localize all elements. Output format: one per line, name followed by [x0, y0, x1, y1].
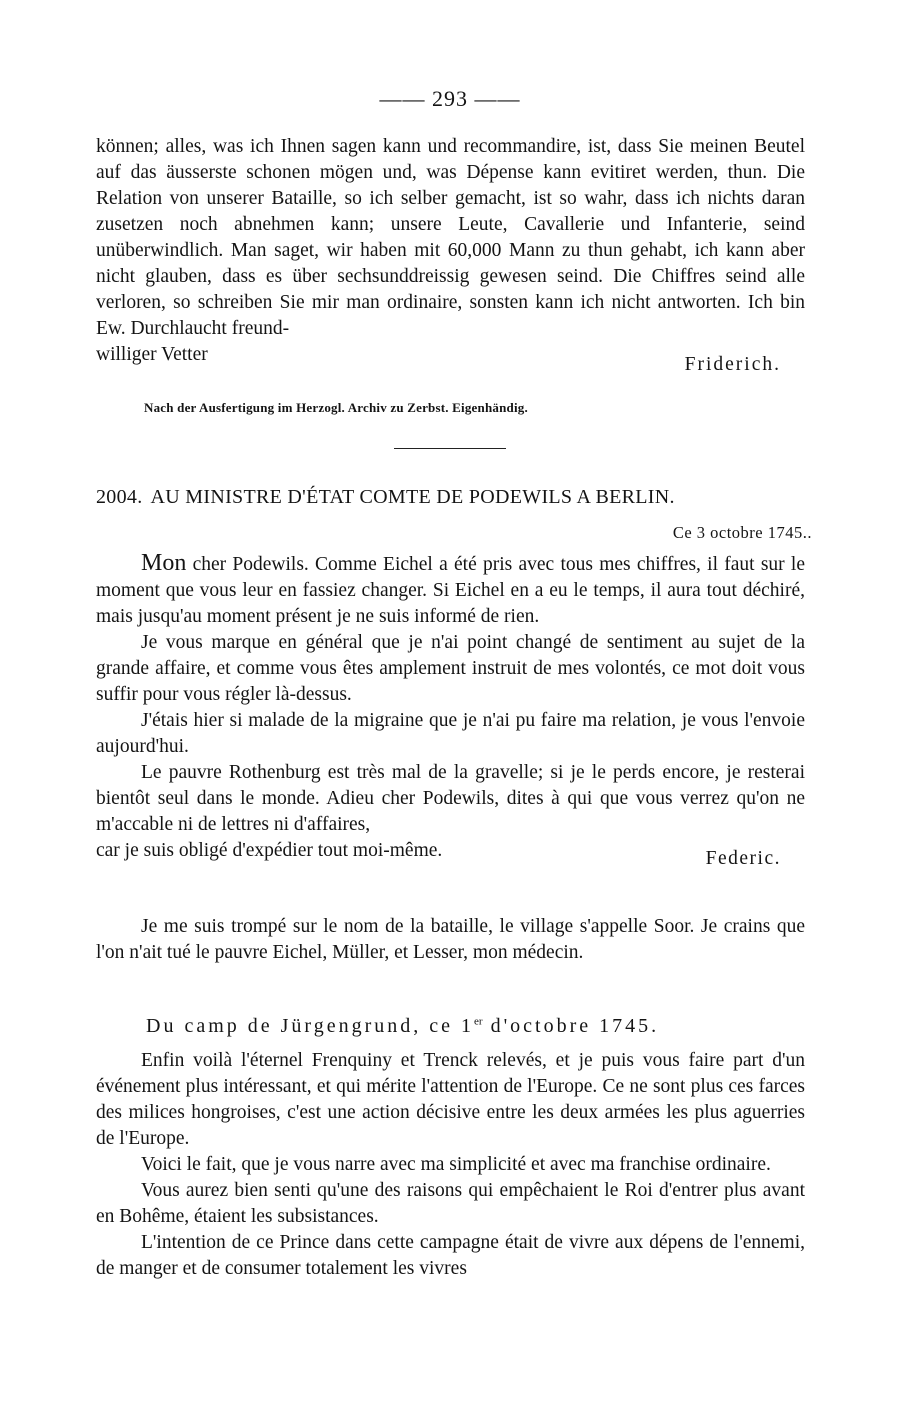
letter-paragraph-3: J'étais hier si malade de la migraine que je n'ai pu faire ma relation, je vous l'envoie aujourd'hui. [96, 710, 805, 757]
place-date-part-1: Du camp de Jürgengrund, ce 1 [146, 1015, 475, 1037]
letter-end-paragraph: können; alles, was ich Ihnen sagen kann und recommandire, ist, dass Sie meinen Beutel auf das äusserste schonen mögen und, was Dépense kann evitiret werden, thun. Die Relation von unserer Bataille, so ich selber gemacht, ist so wahr, dass ich nichts daran zusetzen noch abnehmen kann; unsere Leute, Cavallerie und Infanterie, seind unüberwindlich. Man saget, wir haben mit 60,000 Mann zu thun gehabt, ich kann aber nicht glauben, dass es über sechsunddreissig gewesen seind. Die Chiffres seind alle verloren, so schreiben Sie mir man ordinaire, sonsten kann ich nicht antworten. Ich bin Ew. Durchlaucht freund- [96, 136, 805, 339]
source-note: Nach der Ausfertigung im Herzogl. Archiv zu Zerbst. Eigenhändig. [144, 400, 528, 415]
letter-title: AU MINISTRE D'ÉTAT COMTE DE PODEWILS A BERLIN. [150, 486, 675, 508]
letter-end-closing: williger Vetter [96, 344, 208, 365]
letter-end-signature: Friderich. [684, 354, 781, 375]
letter-end-closing-line [96, 342, 805, 375]
letter-paragraph-1 [96, 550, 805, 630]
letter-closing-line [96, 838, 805, 869]
relation-paragraph-2: Voici le fait, que je vous narre avec ma simplicité et avec ma franchise ordinaire. [141, 1154, 771, 1175]
relation-paragraph-1: Enfin voilà l'éternel Frenquiny et Trenck relevés, et je puis vous faire part d'un événement plus intéressant, et qui mérite l'attention de l'Europe. Ce ne sont plus ces farces des milices hongroises, c'est une action décisive entre les deux armées les plus aguerries de l'Europe. [96, 1050, 805, 1149]
letter-signature: Federic. [705, 848, 781, 869]
postscript-block [96, 914, 805, 966]
letter-date: Ce 3 octobre 1745.. [672, 523, 812, 542]
letter-paragraph-1-text: cher Podewils. Comme Eichel a été pris avec tous mes chiffres, il faut sur le moment que vous leur en fassiez changer. Si Eichel en a eu le temps, il aura tout déchiré, mais jusqu'au moment présent je ne suis informé de rien. [96, 554, 805, 627]
letter-paragraph-4-last: car je suis obligé d'expédier tout moi-même. [96, 840, 443, 861]
letter-end-body [96, 134, 805, 375]
place-date-part-2: d'octobre 1745. [482, 1015, 660, 1037]
letter-paragraph-2: Je vous marque en général que je n'ai point changé de sentiment au sujet de la grande affaire, et comme vous êtes amplement instruit de mes volontés, ce mot doit vous suffir pour vous régler là-dessus. [96, 632, 805, 705]
letter-number: 2004. [96, 486, 143, 508]
letter-body [96, 550, 805, 869]
page-number: —— 293 —— [379, 86, 521, 111]
relation-place-date [146, 1015, 659, 1038]
letter-first-word: Mon [141, 550, 187, 576]
relation-paragraph-4: L'intention de ce Prince dans cette campagne était de vivre aux dépens de l'ennemi, de manger et de consumer totalement les vivres [96, 1232, 805, 1279]
relation-paragraph-3: Vous aurez bien senti qu'une des raisons qui empêchaient le Roi d'entrer plus avant en Bohême, étaient les subsistances. [96, 1180, 805, 1227]
letter-heading [96, 486, 805, 509]
section-divider [394, 448, 506, 449]
place-date-superscript: er [474, 1015, 483, 1028]
letter-paragraph-4: Le pauvre Rothenburg est très mal de la gravelle; si je le perds encore, je resterai bientôt seul dans le monde. Adieu cher Podewils, dites à qui que vous verrez qu'on ne m'accable ni de lettres ni d'affaires, [96, 762, 805, 835]
relation-body [96, 1048, 805, 1282]
postscript: Je me suis trompé sur le nom de la bataille, le village s'appelle Soor. Je crains que l'on n'ait tué le pauvre Eichel, Müller, et Lesser, mon médecin. [96, 916, 805, 963]
